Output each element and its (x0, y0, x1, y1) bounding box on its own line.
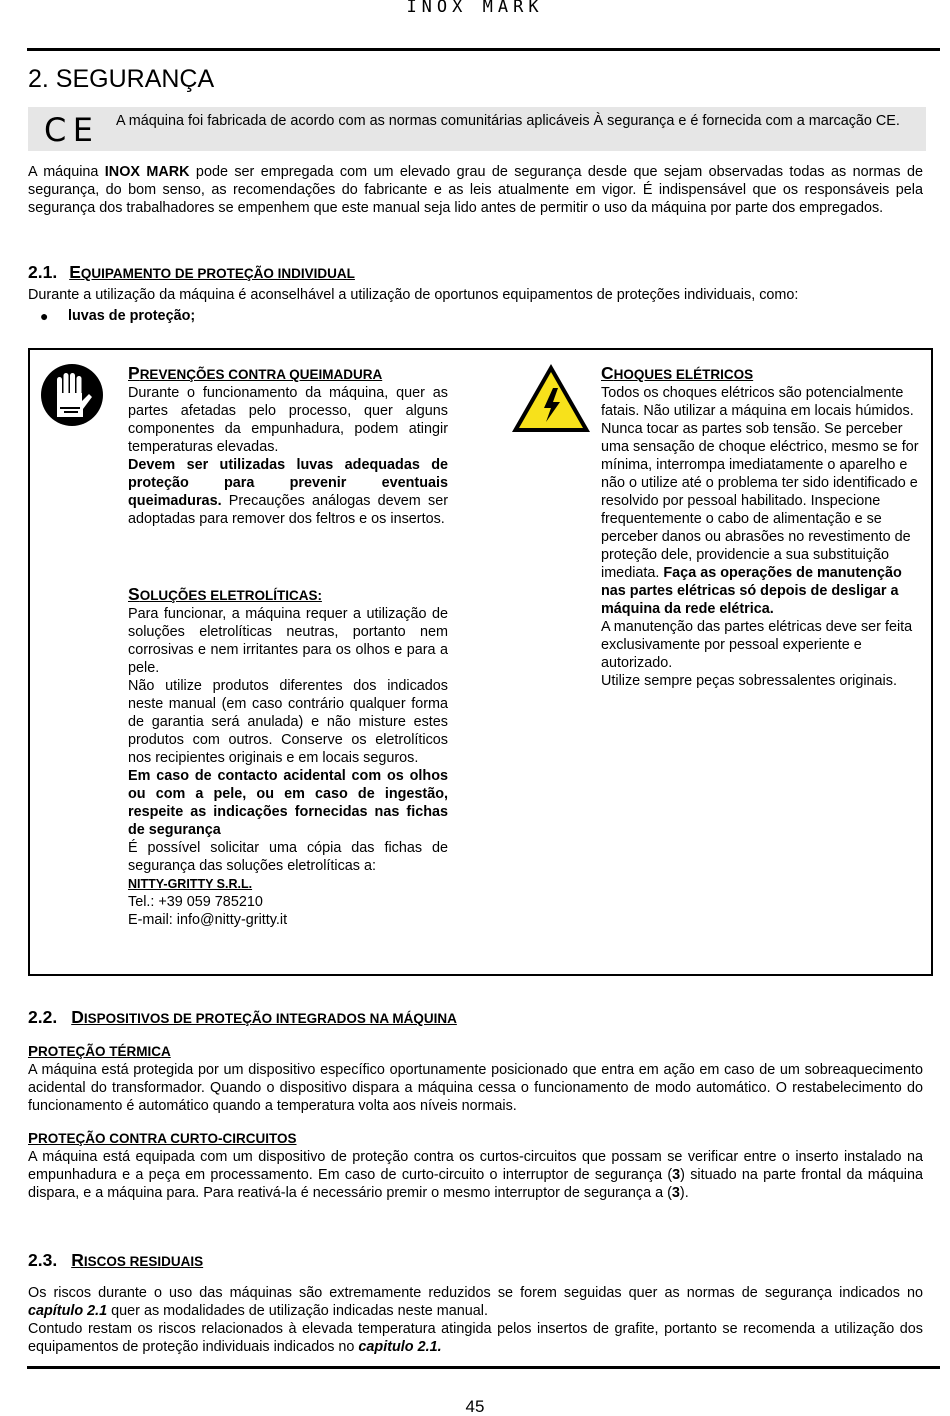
thermal-protection-text: A máquina está protegida por um dispositivo específico oportunamente posicionado que entra em ação em caso de um sobreaquecimento acidental do transformador. Quando o dispositivo dispara a máquina cessa o funcionamento de modo automático. O restabelecimento do funcionamento é automático quando a temperatura volta aos níveis normais. (28, 1062, 923, 1114)
section-title: 2. SEGURANÇA (28, 65, 215, 93)
solutions-paragraph-4: É possível solicitar uma cópia das fichas de segurança das soluções eletrolíticas a: (128, 840, 448, 874)
section-2-1-heading: 2.1. EQUIPAMENTO DE PROTEÇÃO INDIVIDUAL (28, 262, 355, 282)
section-2-1-text: Durante a utilização da máquina é aconselhável a utilização de oportunos equipamentos de proteções individuais, como: (28, 287, 799, 303)
intro-paragraph: A máquina INOX MARK pode ser empregada com um elevado grau de segurança desde que sejam observadas todas as normas de segurança, do bom senso, as recomendações do fabricante e as leis atualmente em vigor. É indispensável que os responsáveis pela segurança dos trabalhadores se empenhem que este manual seja lido antes de permitir o uso da máquina por parte dos empregados. (28, 164, 923, 216)
company-email: E-mail: info@nitty-gritty.it (128, 912, 288, 928)
burns-paragraph-1: Durante o funcionamento da máquina, quer as partes afetadas pelo processo, quer alguns componentes da empunhadura, podem atingir temperaturas elevadas. (128, 385, 448, 455)
page-number: 45 (465, 1397, 485, 1416)
electric-warning-icon (510, 362, 592, 434)
residual-risks-paragraph-2: Contudo restam os riscos relacionados à elevada temperatura atingida pelos insertos de grafite, portanto se recomenda a utilização dos equipamentos de proteção individuais indicados no capitulo 2.1. (28, 1321, 923, 1355)
company-tel: Tel.: +39 059 785210 (128, 894, 263, 910)
shocks-paragraph-1: Todos os choques elétricos são potencialmente fatais. Não utilizar a máquina em locais húmidos. Nunca tocar as partes sob tensão. Se perceber uma sensação de choque eléctrico, mesmo se for mínima, interrompa imediatamente o aparelho e não o utilize até o problema ter sido identificado e resolvido por pessoal habilitado. Inspecione frequentemente o cabo de alimentação e se perceber danos ou abrasões no revestimento de proteção dele, providencie a sua substituição imediata. Faça as operações de manutenção nas partes elétricas só depois de desligar a máquina da rede elétrica. (601, 385, 919, 617)
section-2-2-heading: 2.2. DISPOSITIVOS DE PROTEÇÃO INTEGRADOS NA MÁQUINA (28, 1007, 457, 1027)
solutions-paragraph-1: Para funcionar, a máquina requer a utilização de soluções eletrolíticas neutras, portanto nem corrosivas e nem irritantes para os olhos e para a pele. (128, 606, 448, 676)
burns-block (128, 364, 448, 528)
solutions-paragraph-3: Em caso de contacto acidental com os olhos ou com a pele, ou em caso de ingestão, respeite as indicações fornecidas nas fichas de segurança (128, 768, 448, 838)
solutions-block (128, 585, 448, 929)
solutions-paragraph-2: Não utilize produtos diferentes dos indicados neste manual (em caso contrário qualquer forma de garantia será anulada) e não misture estes produtos com outros. Conserve os eletrolíticos nos recipientes originais e em locais seguros. (128, 678, 448, 766)
short-circuit-title: PROTEÇÃO CONTRA CURTO-CIRCUITOS (28, 1130, 297, 1147)
section-2-3-heading: 2.3. RISCOS RESIDUAIS (28, 1250, 204, 1270)
shocks-title: CHOQUES ELÉTRICOS (601, 363, 754, 383)
shocks-paragraph-3: Utilize sempre peças sobressalentes originais. (601, 673, 897, 689)
gloves-icon (40, 363, 104, 427)
shocks-block (601, 364, 926, 690)
header-rule (27, 48, 940, 51)
burns-title: PREVENÇÕES CONTRA QUEIMADURA (128, 363, 383, 383)
shocks-paragraph-2: A manutenção das partes elétricas deve ser feita exclusivamente por pessoal experiente e autorizado. (601, 619, 913, 671)
ce-mark-icon: C E (44, 111, 93, 149)
burns-paragraph-2: Devem ser utilizadas luvas adequadas de proteção para prevenir eventuais queimaduras. Precauções análogas devem ser adoptadas para remover dos feltros e os insertos. (128, 457, 448, 527)
solutions-title: SOLUÇÕES ELETROLÍTICAS: (128, 584, 322, 604)
footer-rule (27, 1366, 940, 1369)
ce-notice-text: A máquina foi fabricada de acordo com as normas comunitárias aplicáveis À segurança e é fornecida com a marcação CE. (116, 113, 900, 129)
company-name: NITTY-GRITTY S.R.L. (128, 877, 253, 891)
bullet-item: luvas de proteção; (68, 308, 196, 324)
residual-risks-paragraph-1: Os riscos durante o uso das máquinas são extremamente reduzidos se forem seguidas quer as normas de segurança indicados no capítulo 2.1 quer as modalidades de utilização indicadas neste manual. (28, 1285, 923, 1319)
thermal-protection-title: PROTEÇÃO TÉRMICA (28, 1043, 171, 1060)
short-circuit-text: A máquina está equipada com um dispositivo de proteção contra os curtos-circuitos que possam se verificar entre o inserto instalado na empunhadura e a peça em processamento. Em caso de curto-circuito o interruptor de segurança (3) situado na parte frontal da máquina dispara, e a máquina para. Para reativá-la é necessário premir o mesmo interruptor de segurança a (3). (28, 1149, 923, 1201)
bullet-icon: ● (40, 308, 49, 324)
brand-logo: INOX MARK (406, 0, 544, 17)
